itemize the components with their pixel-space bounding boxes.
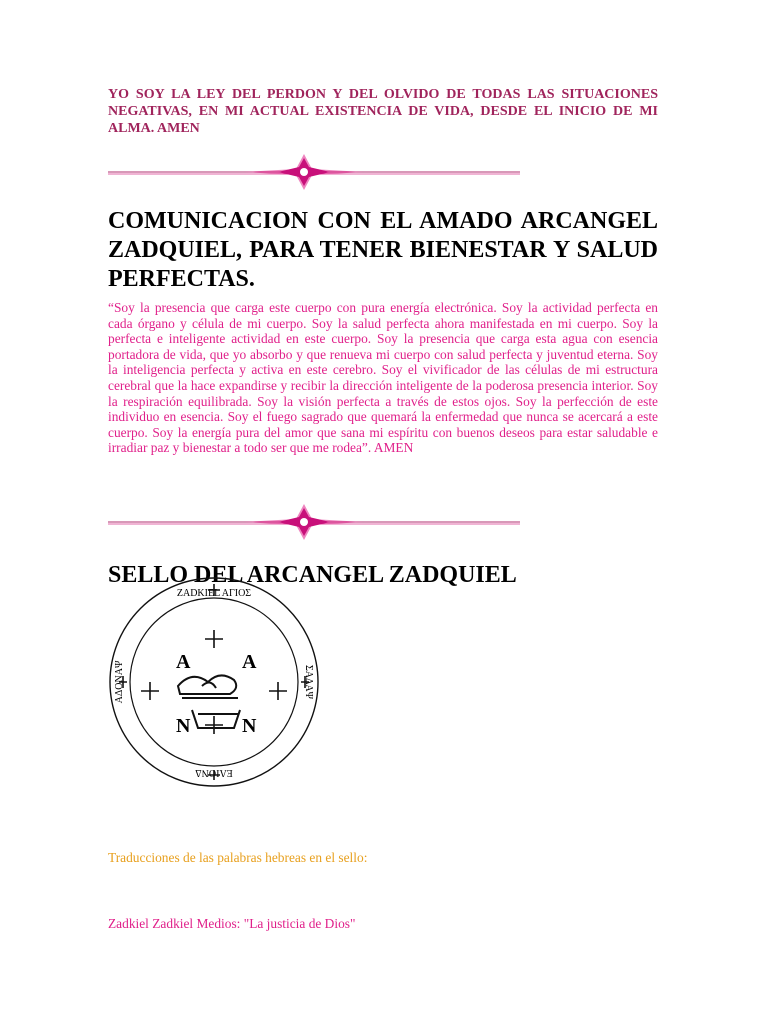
zadkiel-seal-image [106,574,322,790]
seal-letter-a-left: A [176,651,191,673]
seal-letter-n-right: N [242,715,257,737]
seal-ring-text-bottom: EΛIONΔ [195,767,233,778]
zadkiel-translation-line: Zadkiel Zadkiel Medios: "La justicia de Dios" [108,916,356,931]
page-heading: COMUNICACION CON EL AMADO ARCANGEL ZADQUIEL, PARA TENER BIENESTAR Y SALUD PERFECTAS. [108,208,658,292]
seal-ring-text-right: ΣAΔAΨ [303,664,314,700]
seal-ring-text-top: ZADKIEL AΓIOΣ [176,588,252,599]
ornamental-divider-top [108,150,520,194]
translations-label: Traducciones de las palabras hebreas en el sello: [108,850,368,865]
ornamental-divider-bottom [108,500,520,544]
prayer-text: “Soy la presencia que carga este cuerpo con pura energía electrónica. Soy la actividad perfecta en cada órgano y célula de mi cuerpo. Soy la salud perfecta ahora manifestada en mi cuerpo. Soy la perfecta e inteligente actividad en este cuerpo. Soy la presencia que carga esta agua con esencia portadora de vida, que yo absorbo y que renueva mi cuerpo con salud perfecta y juventud eterna. Soy la inteligencia perfecta y activa en este cerebro. Soy el vivificador de las células de mi estructura cerebral que la hace expandirse y recibir la dirección inteligente de la poderosa presencia interior. Soy la respiración equilibrada. Soy la visión perfecta a través de estos ojos. Soy la perfección de este individuo en esencia. Soy el fuego sagrado que quemará la enfermedad que nunca se acercará a este cuerpo. Soy la energía pura del amor que sana mi espíritu con buenos deseos para estar saludable e irradiar paz y bienestar a todo ser que me rodea”. AMEN [108,300,658,456]
seal-letter-n-left: N [176,715,191,737]
seal-ring-text-left: AΔONAΨ [114,660,125,704]
intro-affirmation: YO SOY LA LEY DEL PERDON Y DEL OLVIDO DE TODAS LAS SITUACIONES NEGATIVAS, EN MI ACTUAL EXISTENCIA DE VIDA, DESDE EL INICIO DE MI ALMA. AMEN [108,87,658,136]
seal-letter-a-right: A [242,651,257,673]
seal-heading: SELLO DEL ARCANGEL ZADQUIEL [108,562,517,588]
